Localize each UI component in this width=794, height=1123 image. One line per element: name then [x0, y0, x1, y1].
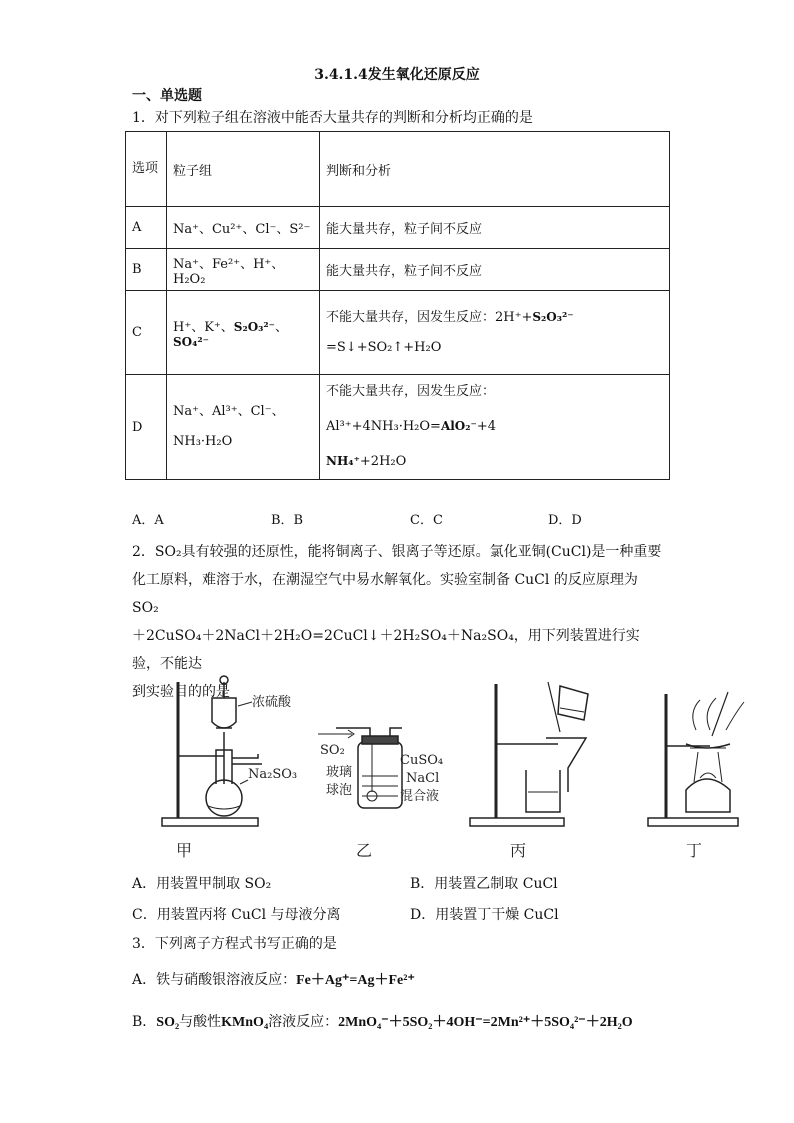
- label-jia: 甲: [176, 841, 193, 860]
- row-c-group: H⁺、K⁺、S₂O₃²⁻、SO₄²⁻: [167, 291, 320, 375]
- label-bulb-1: 玻璃: [326, 765, 353, 780]
- q2-choice-a: A．用装置甲制取 SO₂: [132, 876, 272, 892]
- q3-choice-b: [132, 1012, 633, 1033]
- row-c-analysis-line2: =S↓+SO₂↑+H₂O: [326, 340, 442, 355]
- apparatus-bing: [470, 682, 588, 860]
- q3-b-text: 与酸性: [179, 1014, 222, 1030]
- section-heading: 一、单选题: [132, 88, 202, 104]
- row-b-group: Na⁺、Fe²⁺、H⁺、H₂O₂: [167, 249, 320, 291]
- label-bulb-2: 球泡: [326, 783, 353, 798]
- ion-so4: SO₄²⁻: [173, 334, 209, 349]
- row-c-group-text: H⁺、K⁺、: [173, 319, 234, 335]
- row-d-option: D: [126, 375, 167, 480]
- row-d-analysis-line1: 不能大量共存，因发生反应：Al³⁺+4NH₃·H₂O=: [326, 384, 496, 434]
- q2-choice-b: B．用装置乙制取 CuCl: [410, 876, 558, 892]
- q2-stem-line: 2．SO₂具有较强的还原性，能将铜离子、银离子等还原。氯化亚铜(CuCl)是一种重要: [132, 544, 662, 560]
- row-d-analysis: [320, 375, 670, 480]
- apparatus-jia: [162, 676, 297, 860]
- row-b-analysis: 能大量共存，粒子间不反应: [320, 249, 670, 291]
- label-bing: 丙: [510, 841, 527, 860]
- q2-stem-line: 到实验目的的是: [132, 684, 230, 700]
- row-c-option: C: [126, 291, 167, 375]
- q3-choice-a-label: A．铁与硝酸银溶液反应：: [132, 972, 297, 988]
- row-d-group: [167, 375, 320, 480]
- label-so2: SO₂: [320, 743, 345, 758]
- q3-b-so2: SO₂: [156, 1015, 180, 1030]
- table-row: [126, 207, 670, 249]
- header-group: 粒子组: [167, 132, 320, 207]
- row-a-analysis: 能大量共存，粒子间不反应: [320, 207, 670, 249]
- label-yi: 乙: [356, 841, 373, 860]
- q2-choice-c: C．用装置丙将 CuCl 与母液分离: [132, 907, 341, 923]
- apparatus-figure: [140, 672, 760, 867]
- question-1-table: [125, 131, 670, 480]
- question-1-stem: 1．对下列粒子组在溶液中能否大量共存的判断和分析均正确的是: [132, 110, 533, 126]
- label-mix-3: 混合液: [400, 789, 440, 804]
- q3-b-kmno4: KMnO₄: [221, 1015, 269, 1030]
- q3-choice-b-equation: 2MnO₄⁻＋5SO₂＋4OH⁻=2Mn²⁺＋5SO₄²⁻＋2H₂O: [338, 1015, 633, 1030]
- row-d-group-line2: NH₃·H₂O: [173, 434, 233, 449]
- q1-choice-d: D．D: [548, 513, 582, 528]
- apparatus-ding: [648, 692, 744, 860]
- q1-choice-a: A．A: [132, 513, 164, 528]
- q1-choice-b: B．B: [271, 513, 304, 528]
- row-c-analysis-line1: 不能大量共存，因发生反应：2H⁺+: [326, 310, 533, 325]
- row-d-group-line1: Na⁺、Al³⁺、Cl⁻、: [173, 404, 285, 419]
- row-d-analysis-plus4: +4: [476, 419, 497, 434]
- table-row: [126, 375, 670, 480]
- q2-stem-line: 化工原料，难溶于水，在潮湿空气中易水解氧化。实验室制备 CuCl 的反应原理为 SO₂: [132, 572, 638, 616]
- row-a-group: Na⁺、Cu²⁺、Cl⁻、S²⁻: [167, 207, 320, 249]
- ion-s2o3: S₂O₃²⁻: [233, 319, 276, 334]
- q2-stem-line: ＋2CuSO₄＋2NaCl＋2H₂O=2CuCl↓＋2H₂SO₄＋Na₂SO₄，用下列装置进行实验，不能达: [132, 628, 640, 672]
- table-row: [126, 291, 670, 375]
- label-acid: 浓硫酸: [252, 695, 292, 710]
- row-d-analysis-line2: +2H₂O: [359, 454, 407, 469]
- header-option: 选项: [126, 132, 167, 207]
- label-mix-2: NaCl: [406, 771, 440, 786]
- ion-s2o3-c: S₂O₃²⁻: [532, 310, 574, 324]
- q3-b-text2: 溶液反应：: [268, 1014, 339, 1030]
- q3-choice-b-label: B．: [132, 1014, 157, 1030]
- table-header-row: [126, 132, 670, 207]
- q2-choice-d: D．用装置丁干燥 CuCl: [410, 907, 559, 923]
- ion-nh4: NH₄⁺: [326, 454, 360, 468]
- table-row: [126, 249, 670, 291]
- label-na2so3: Na₂SO₃: [248, 767, 298, 782]
- question-3-stem: 3．下列离子方程式书写正确的是: [132, 936, 337, 952]
- ion-alo2: AlO₂⁻: [440, 419, 477, 433]
- row-a-option: A: [126, 207, 167, 249]
- q1-choice-c: C．C: [410, 513, 443, 528]
- apparatus-yi: [318, 728, 443, 860]
- q3-choice-a-equation: Fe＋Ag⁺=Ag＋Fe²⁺: [296, 973, 415, 988]
- label-ding: 丁: [686, 841, 703, 860]
- q3-choice-a: [132, 970, 415, 991]
- row-c-analysis: [320, 291, 670, 375]
- label-mix-1: CuSO₄: [400, 753, 444, 768]
- header-analysis: 判断和分析: [320, 132, 670, 207]
- row-b-option: B: [126, 249, 167, 291]
- page-title: 3.4.1.4发生氧化还原反应: [314, 67, 480, 83]
